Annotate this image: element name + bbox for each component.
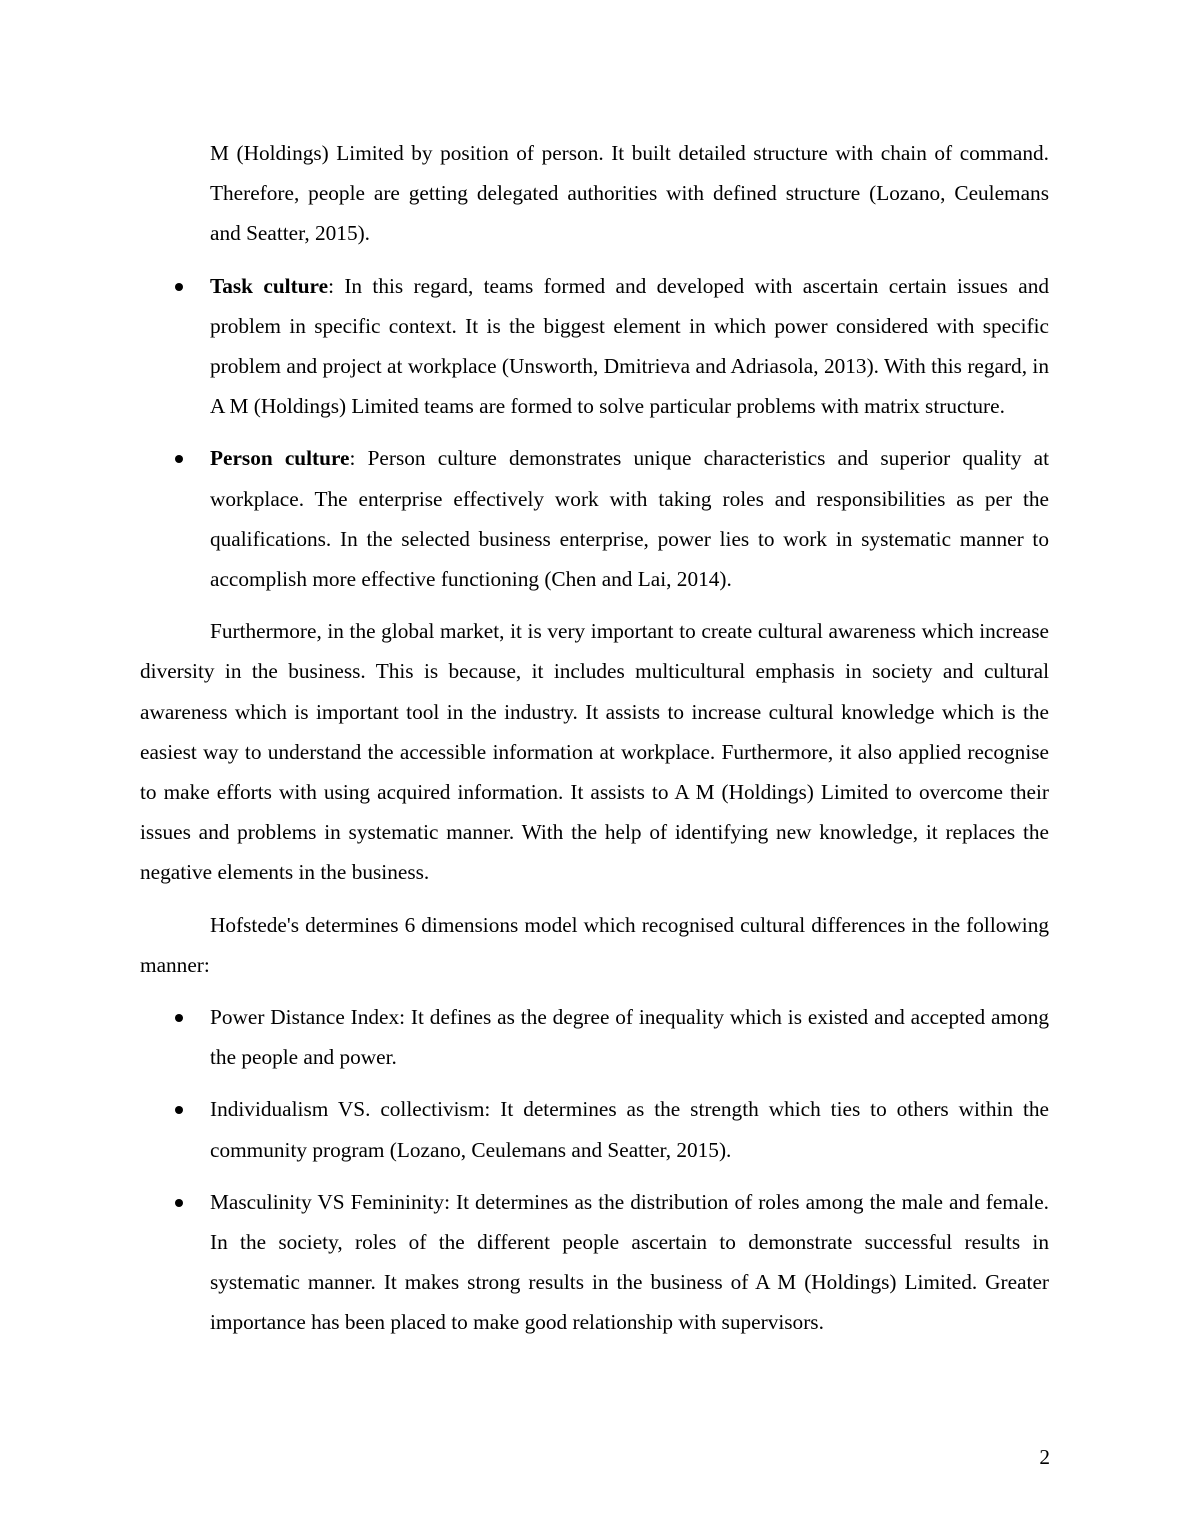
masculinity-text: Masculinity VS Femininity: It determines as the distribution of roles among the male and female. In the society, roles of the different people ascertain to demonstrate successful results in systematic manner. It makes strong results in the business of A M (Holdings) Limited. Greater importance has been placed to make good relationship with supervisors. xyxy=(210,1189,1049,1335)
bullet-icon xyxy=(175,1199,183,1207)
bullet-icon xyxy=(175,1106,183,1114)
person-culture-description: : Person culture demonstrates unique characteristics and superior quality at workplace. The enterprise effectively work with taking roles and responsibilities as per the qualifications. In the selected business enterprise, power lies to work in systematic manner to accomplish more effective functioning (Chen and Lai, 2014). xyxy=(210,446,1049,592)
list-item-power-distance xyxy=(140,997,1049,1077)
continuation-paragraph: M (Holdings) Limited by position of person. It built detailed structure with chain of command. Therefore, people are getting delegated authorities with defined structure (Lozano, Ceulemans and Seatter, 2015). xyxy=(210,141,1049,246)
list-item-task-culture xyxy=(140,266,1049,427)
list-item-individualism xyxy=(140,1089,1049,1169)
hofstede-dimensions-list xyxy=(140,997,1049,1343)
individualism-text: Individualism VS. collectivism: It determines as the strength which ties to others within the community program (Lozano, Ceulemans and Seatter, 2015). xyxy=(210,1097,1049,1162)
page-number: 2 xyxy=(1039,1445,1050,1469)
list-item-masculinity xyxy=(140,1182,1049,1343)
culture-types-list xyxy=(140,266,1049,600)
term-task-culture: Task culture xyxy=(210,273,329,298)
bullet-icon xyxy=(175,1014,183,1022)
bullet-icon xyxy=(175,283,183,291)
hofstede-intro-paragraph: Hofstede's determines 6 dimensions model which recognised cultural differences in the following manner: xyxy=(140,912,1049,977)
power-distance-text: Power Distance Index: It defines as the degree of inequality which is existed and accepted among the people and power. xyxy=(210,1005,1049,1070)
bullet-icon xyxy=(175,455,183,463)
list-item-person-culture xyxy=(140,438,1049,599)
cultural-awareness-paragraph: Furthermore, in the global market, it is very important to create cultural awareness which increase diversity in the business. This is because, it includes multicultural emphasis in society and cultural awareness which is important tool in the industry. It assists to increase cultural knowledge which is the easiest way to understand the accessible information at workplace. Furthermore, it also applied recognise to make efforts with using acquired information. It assists to A M (Holdings) Limited to overcome their issues and problems in systematic manner. With the help of identifying new knowledge, it replaces the negative elements in the business. xyxy=(140,619,1049,885)
page-content xyxy=(140,133,1049,1355)
term-person-culture: Person culture xyxy=(210,446,350,471)
task-culture-description: : In this regard, teams formed and developed with ascertain certain issues and problem in specific context. It is the biggest element in which power considered with specific problem and project at workplace (Unsworth, Dmitrieva and Adriasola, 2013). With this regard, in A M (Holdings) Limited teams are formed to solve particular problems with matrix structure. xyxy=(210,273,1049,419)
